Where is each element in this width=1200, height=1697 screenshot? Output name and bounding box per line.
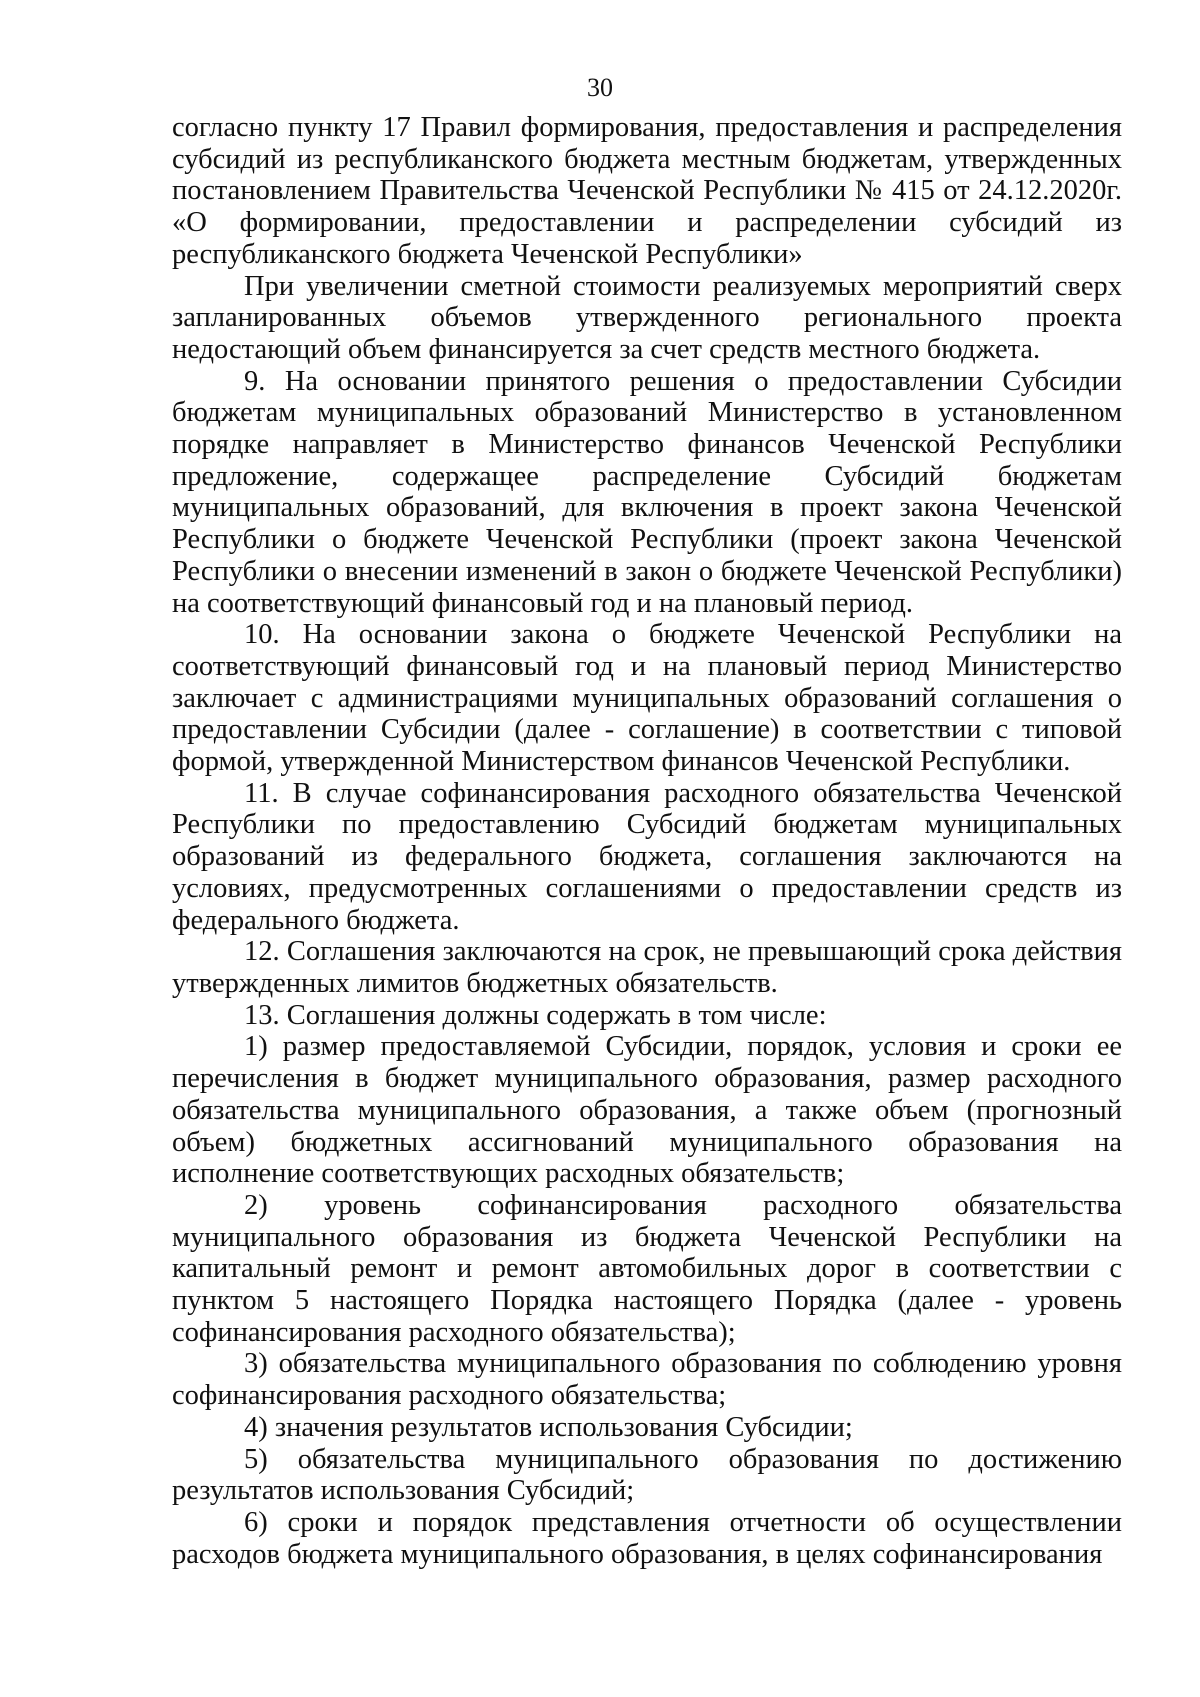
paragraph-subitem-1: 1) размер предоставляемой Субсидии, порядок, условия и сроки ее перечисления в бюджет муниципального образования, размер расходного обязательства муниципального образования, а также объем (прогнозный объем) бюджетных ассигнований муниципального образования на исполнение соответствующих расходных обязательств; xyxy=(172,1031,1122,1190)
paragraph-item-13: 13. Соглашения должны содержать в том числе: xyxy=(244,999,827,1031)
paragraph-subitem-3: 3) обязательства муниципального образования по соблюдению уровня софинансирования расходного обязательства; xyxy=(172,1348,1122,1412)
document-body xyxy=(172,112,1122,1570)
paragraph-subitem-5: 5) обязательства муниципального образования по достижению результатов использования Субсидий; xyxy=(172,1443,1122,1507)
paragraph-item-9: 9. На основании принятого решения о предоставлении Субсидии бюджетам муниципальных образований Министерство в установленном порядке направляет в Министерство финансов Чеченской Республики предложение, содержащее распределение Субсидий бюджетам муниципальных образований, для включения в проект закона Чеченской Республики о бюджете Чеченской Республики (проект закона Чеченской Республики о внесении изменений в закон о бюджете Чеченской Республики) на соответствующий финансовый год и на плановый период. xyxy=(172,365,1122,619)
paragraph-item-11: 11. В случае софинансирования расходного обязательства Чеченской Республики по предоставлению Субсидий бюджетам муниципальных образований из федерального бюджета, соглашения заключаются на условиях, предусмотренных соглашениями о предоставлении средств из федерального бюджета. xyxy=(172,777,1122,936)
paragraph-continuation: согласно пункту 17 Правил формирования, предоставления и распределения субсидий из республиканского бюджета местным бюджетам, утвержденных постановлением Правительства Чеченской Республики № 415 от 24.12.2020г. «О формировании, предоставлении и распределении субсидий из республиканского бюджета Чеченской Республики» xyxy=(172,112,1122,270)
page-number: 30 xyxy=(587,73,613,102)
paragraph-item-12: 12. Соглашения заключаются на срок, не превышающий срока действия утвержденных лимитов бюджетных обязательств. xyxy=(172,936,1122,999)
paragraph-subitem-2: 2) уровень софинансирования расходного обязательства муниципального образования из бюджета Чеченской Республики на капитальный ремонт и ремонт автомобильных дорог в соответствии с пунктом 5 настоящего Порядка настоящего Порядка (далее - уровень софинансирования расходного обязательства); xyxy=(172,1189,1122,1348)
paragraph-cost-increase: При увеличении сметной стоимости реализуемых мероприятий сверх запланированных объемов утвержденного регионального проекта недостающий объем финансируется за счет средств местного бюджета. xyxy=(172,270,1122,365)
paragraph-subitem-4: 4) значения результатов использования Субсидии; xyxy=(244,1411,853,1443)
paragraph-subitem-6: 6) сроки и порядок представления отчетности об осуществлении расходов бюджета муниципального образования, в целях софинансирования xyxy=(172,1506,1122,1570)
paragraph-item-10: 10. На основании закона о бюджете Чеченской Республики на соответствующий финансовый год и на плановый период Министерство заключает с администрациями муниципальных образований соглашения о предоставлении Субсидии (далее - соглашение) в соответствии с типовой формой, утвержденной Министерством финансов Чеченской Республики. xyxy=(172,619,1122,778)
